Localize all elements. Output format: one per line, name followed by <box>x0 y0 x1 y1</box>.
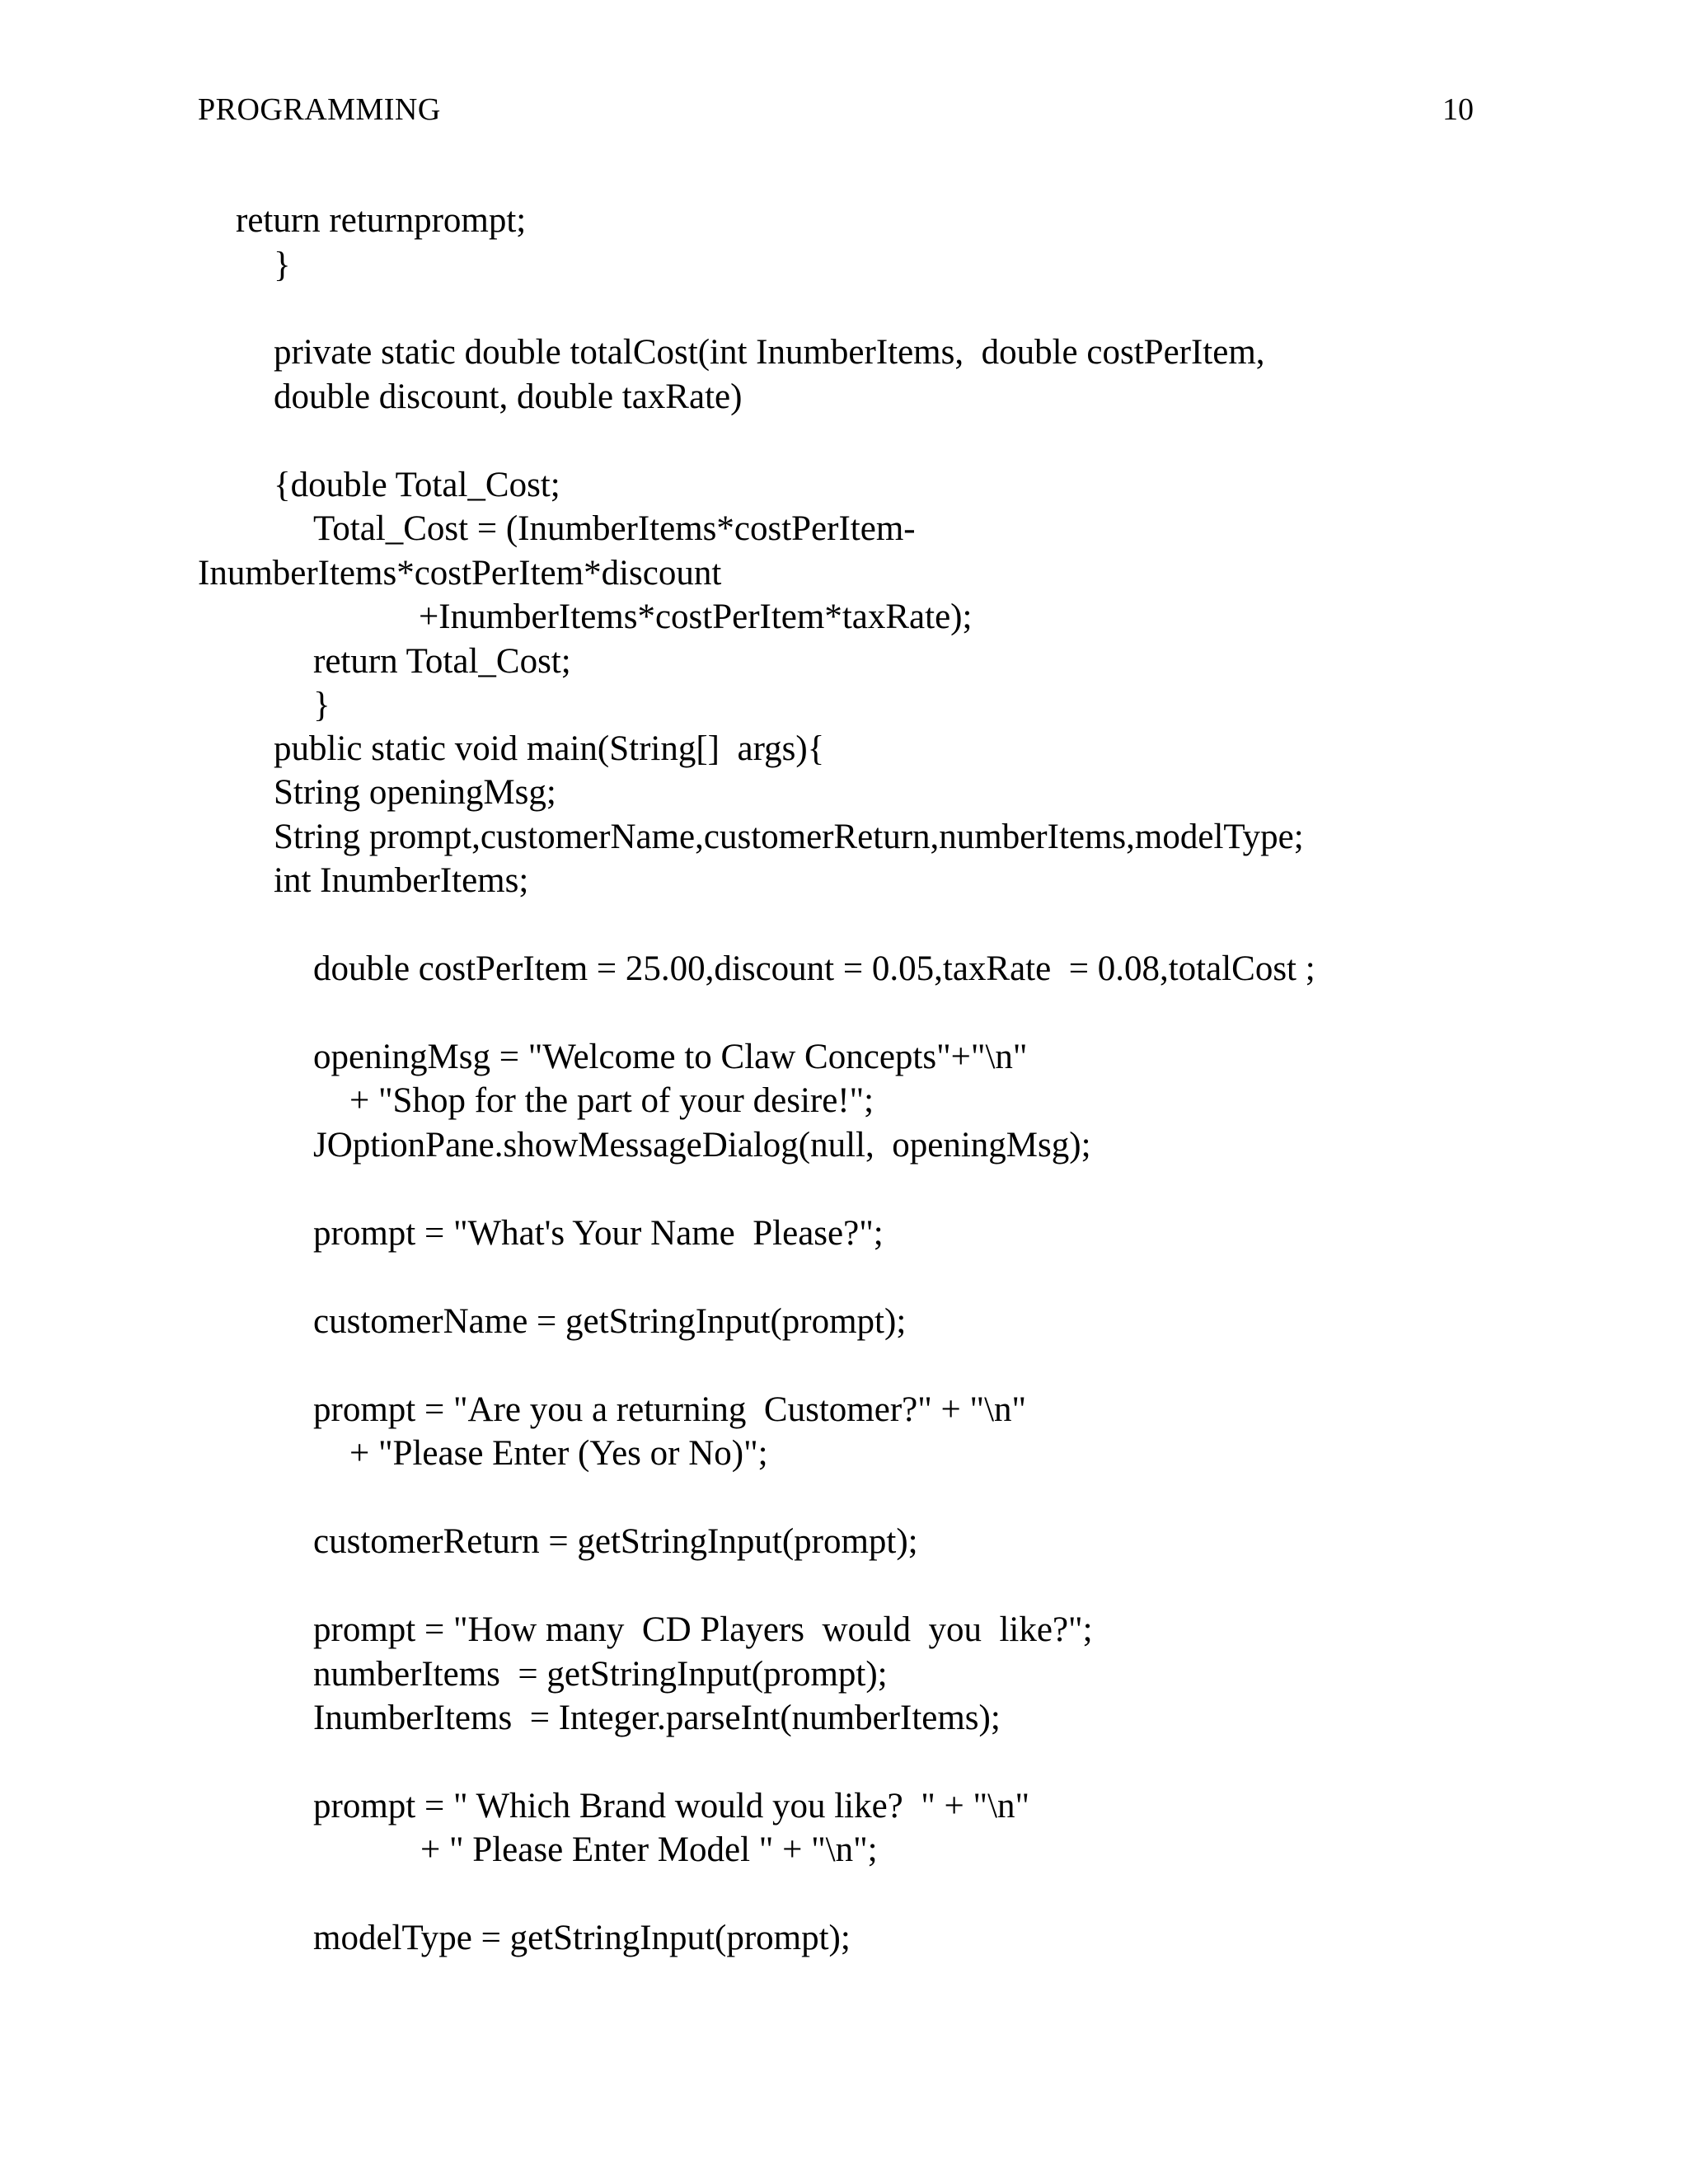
code-line: InumberItems = Integer.parseInt(numberItems); <box>313 1699 1001 1737</box>
code-line: double costPerItem = 25.00,discount = 0.05,taxRate = 0.08,totalCost ; <box>313 949 1315 988</box>
code-line: private static double totalCost(int InumberItems, double costPerItem, <box>274 333 1265 372</box>
code-line: return returnprompt; <box>236 201 527 240</box>
code-line: customerReturn = getStringInput(prompt); <box>313 1522 918 1561</box>
code-line: prompt = "How many CD Players would you like?"; <box>313 1610 1093 1649</box>
code-line: int InumberItems; <box>274 861 529 900</box>
code-line: public static void main(String[] args){ <box>274 729 825 768</box>
page-number: 10 <box>1442 92 1474 127</box>
code-line: prompt = " Which Brand would you like? " + "\n" <box>313 1787 1030 1825</box>
code-line: JOptionPane.showMessageDialog(null, openingMsg); <box>313 1126 1091 1165</box>
code-line: {double Total_Cost; <box>274 466 560 504</box>
code-line: openingMsg = "Welcome to Claw Concepts"+"\n" <box>313 1038 1028 1076</box>
code-line: String prompt,customerName,customerReturn,numberItems,modelType; <box>274 818 1304 856</box>
code-line: double discount, double taxRate) <box>274 377 743 416</box>
code-line: customerName = getStringInput(prompt); <box>313 1302 907 1341</box>
code-line: + " Please Enter Model " + "\n"; <box>420 1830 878 1869</box>
code-line: +InumberItems*costPerItem*taxRate); <box>419 598 973 636</box>
running-head: PROGRAMMING <box>198 92 441 127</box>
code-line: modelType = getStringInput(prompt); <box>313 1919 851 1957</box>
code-line: + "Shop for the part of your desire!"; <box>349 1081 874 1120</box>
code-line: numberItems = getStringInput(prompt); <box>313 1655 888 1694</box>
code-line: String openingMsg; <box>274 773 556 812</box>
code-line: return Total_Cost; <box>313 642 571 681</box>
code-line: Total_Cost = (InumberItems*costPerItem- <box>313 509 916 548</box>
code-line: prompt = "Are you a returning Customer?" + "\n" <box>313 1390 1027 1429</box>
code-line: prompt = "What's Your Name Please?"; <box>313 1214 884 1253</box>
code-line: + "Please Enter (Yes or No)"; <box>349 1434 768 1473</box>
code-line: } <box>274 246 291 284</box>
code-line: } <box>313 686 331 724</box>
code-line: InumberItems*costPerItem*discount <box>198 554 722 593</box>
